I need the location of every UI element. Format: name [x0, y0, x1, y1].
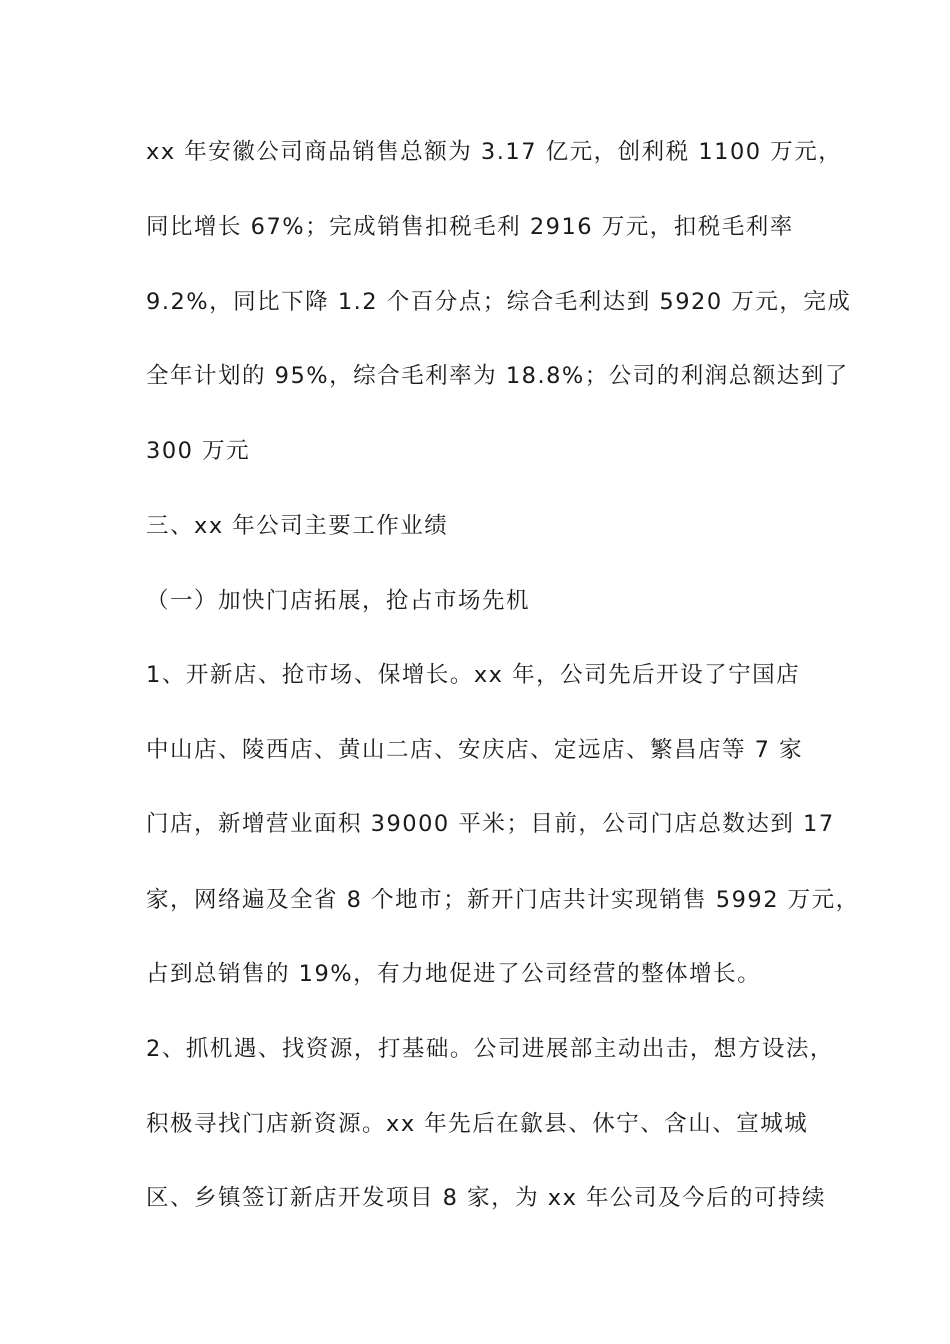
paragraph-line: 1、开新店、抢市场、保增长。xx 年，公司先后开设了宁国店	[146, 662, 801, 688]
paragraph-line: 门店，新增营业面积 39000 平米；目前，公司门店总数达到 17	[146, 811, 835, 837]
paragraph-line: 家，网络遍及全省 8 个地市；新开门店共计实现销售 5992 万元，	[146, 887, 860, 913]
section-heading: 三、xx 年公司主要工作业绩	[146, 513, 449, 539]
paragraph-line: 同比增长 67%；完成销售扣税毛利 2916 万元，扣税毛利率	[146, 214, 794, 240]
paragraph-line: 积极寻找门店新资源。xx 年先后在歙县、休宁、含山、宣城城	[146, 1111, 809, 1137]
paragraph-line: 中山店、陵西店、黄山二店、安庆店、定远店、繁昌店等 7 家	[146, 737, 804, 763]
paragraph-line: 全年计划的 95%，综合毛利率为 18.8%；公司的利润总额达到了	[146, 363, 849, 389]
paragraph-line: 2、抓机遇、找资源，打基础。公司进展部主动出击，想方设法，	[146, 1036, 834, 1062]
paragraph-line: 9.2%，同比下降 1.2 个百分点；综合毛利达到 5920 万元，完成	[146, 289, 852, 315]
paragraph-line: xx 年安徽公司商品销售总额为 3.17 亿元，创利税 1100 万元，	[146, 139, 843, 165]
paragraph-line: 区、乡镇签订新店开发项目 8 家，为 xx 年公司及今后的可持续	[146, 1185, 827, 1211]
subsection-heading: （一）加快门店拓展，抢占市场先机	[146, 588, 531, 614]
paragraph-line: 占到总销售的 19%，有力地促进了公司经营的整体增长。	[146, 961, 762, 987]
paragraph-line: 300 万元	[146, 438, 251, 464]
